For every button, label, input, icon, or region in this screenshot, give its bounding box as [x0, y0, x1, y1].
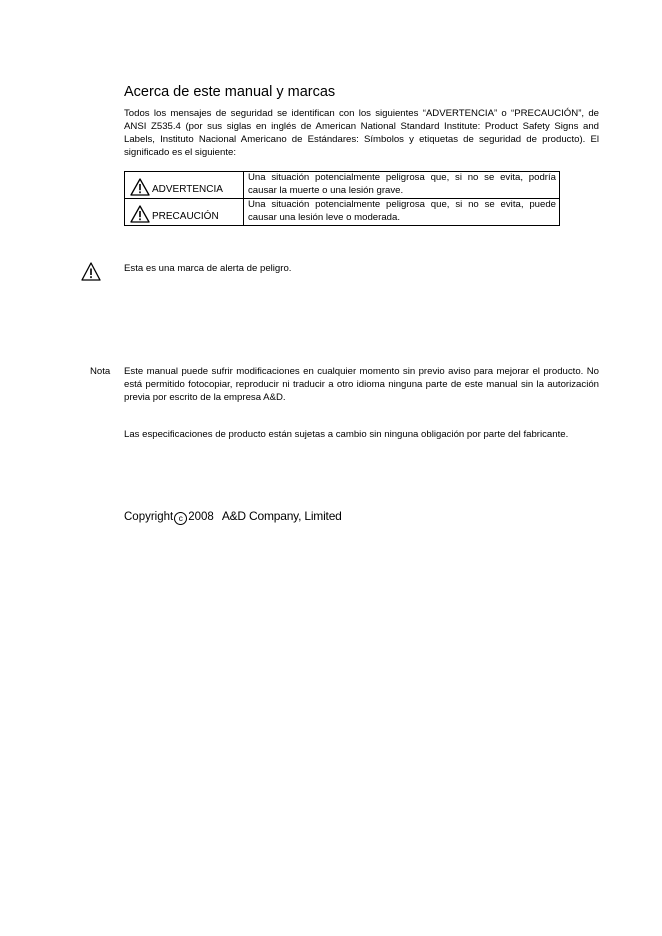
warning-triangle-icon	[130, 178, 150, 196]
warning-triangle-icon	[81, 262, 101, 281]
table-row	[125, 199, 560, 226]
copyright-symbol: c	[174, 512, 187, 525]
alert-mark-text: Esta es una marca de alerta de peligro.	[124, 263, 292, 274]
signal-cell	[125, 199, 244, 226]
table-row	[125, 172, 560, 199]
signal-label: ADVERTENCIA	[152, 184, 223, 195]
warning-triangle-icon	[130, 205, 150, 223]
note-text: Este manual puede sufrir modificaciones en cualquier momento sin previo aviso para mejorar el producto. No está permitido fotocopiar, reproducir ni traducir a otro idioma ninguna parte de este manual sin la autorización previa por escrito de la empresa A&D.	[124, 366, 599, 403]
signal-description: Una situación potencialmente peligrosa que, si no se evita, podría causar la muerte o una lesión grave.	[244, 172, 560, 199]
company-name: A&D Company, Limited	[221, 509, 342, 523]
copyright-year: 2008	[188, 511, 214, 523]
signal-description: Una situación potencialmente peligrosa que, si no se evita, puede causar una lesión leve o moderada.	[244, 199, 560, 226]
note-label: Nota	[90, 366, 111, 377]
section-title: Acerca de este manual y marcas	[124, 84, 336, 100]
intro-paragraph	[124, 107, 599, 159]
signal-word-table	[124, 171, 560, 226]
signal-label: PRECAUCIÓN	[152, 211, 219, 222]
intro-text: Todos los mensajes de seguridad se identifican con los siguientes “ADVERTENCIA” o “PRECAUCIÓN”, de ANSI Z535.4 (por sus siglas en inglés de American National Standard Institute: Product Safety Signs and Labels, Instituto Nacional Americano de Estándares: Símbolos y etiquetas de seguridad de producto). El significado es el siguiente:	[124, 108, 599, 158]
specifications-notice: Las especificaciones de producto están sujetas a cambio sin ninguna obligación por parte del fabricante.	[124, 429, 569, 440]
copyright-line	[124, 509, 342, 524]
signal-cell	[125, 172, 244, 199]
copyright-word: Copyright	[124, 511, 174, 523]
